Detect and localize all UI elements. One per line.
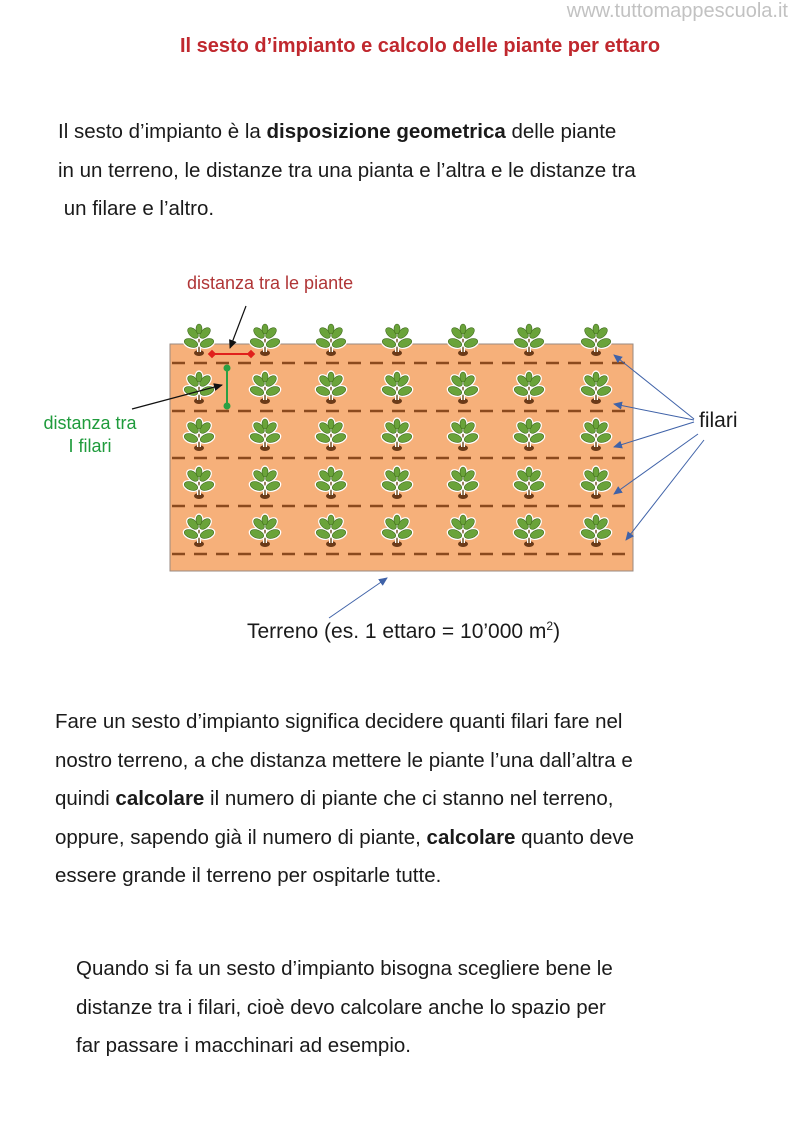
row-distance-label: [30, 412, 150, 458]
text-segment: quindi: [55, 787, 116, 810]
body2-line-4: [55, 819, 634, 858]
row-distance-point: [224, 365, 231, 372]
intro-line-3: un filare e l’altro.: [58, 197, 215, 220]
body3-line-3: far passare i macchinari ad esempio.: [76, 1034, 411, 1057]
filari-arrow: [626, 440, 704, 540]
explanation-paragraph: [55, 703, 634, 896]
body3-line-2: distanze tra i filari, cioè devo calcolare anche lo spazio per: [76, 995, 606, 1019]
note-paragraph: [76, 950, 613, 1066]
row-distance-point: [224, 403, 231, 410]
bold-term: calcolare: [115, 787, 205, 810]
text-segment: oppure, sapendo già il numero di piante,: [55, 825, 427, 849]
terreno-text: Terreno (es. 1 ettaro = 10’000 m: [247, 620, 547, 643]
body2-line-1: Fare un sesto d’impianto significa decidere quanti filari fare nel: [55, 710, 623, 733]
row-distance-label-line: I filari: [68, 436, 112, 456]
text-segment: quanto deve: [515, 825, 634, 849]
body2-line-3: [55, 780, 634, 819]
filari-label: filari: [699, 409, 738, 432]
site-url[interactable]: www.tuttomappescuola.it: [566, 0, 788, 22]
text-segment: Il sesto d’impianto è la: [58, 120, 267, 143]
body2-line-5: essere grande il terreno per ospitarle tutte.: [55, 864, 442, 887]
terreno-arrow: [329, 578, 387, 618]
bold-term: disposizione geometrica: [266, 120, 506, 143]
terreno-superscript: 2: [546, 619, 554, 633]
text-segment: delle piante: [505, 120, 617, 143]
plant-distance-label: distanza tra le piante: [187, 273, 354, 293]
page-title: Il sesto d’impianto e calcolo delle piante per ettaro: [179, 35, 661, 57]
terreno-text-end: ): [553, 620, 561, 643]
body3-line-1: Quando si fa un sesto d’impianto bisogna scegliere bene le: [76, 957, 613, 980]
intro-line-2: in un terreno, le distanze tra una pianta e l’altra e le distanze tra: [58, 158, 636, 182]
row-distance-label-line: distanza tra: [43, 413, 137, 433]
plant-distance-pointer: [230, 306, 246, 348]
terreno-label: [247, 620, 560, 644]
bold-term: calcolare: [426, 825, 516, 849]
body2-line-2: nostro terreno, a che distanza mettere le piante l’una dall’altra e: [55, 748, 633, 772]
text-segment: il numero di piante che ci stanno nel terreno,: [204, 787, 614, 810]
